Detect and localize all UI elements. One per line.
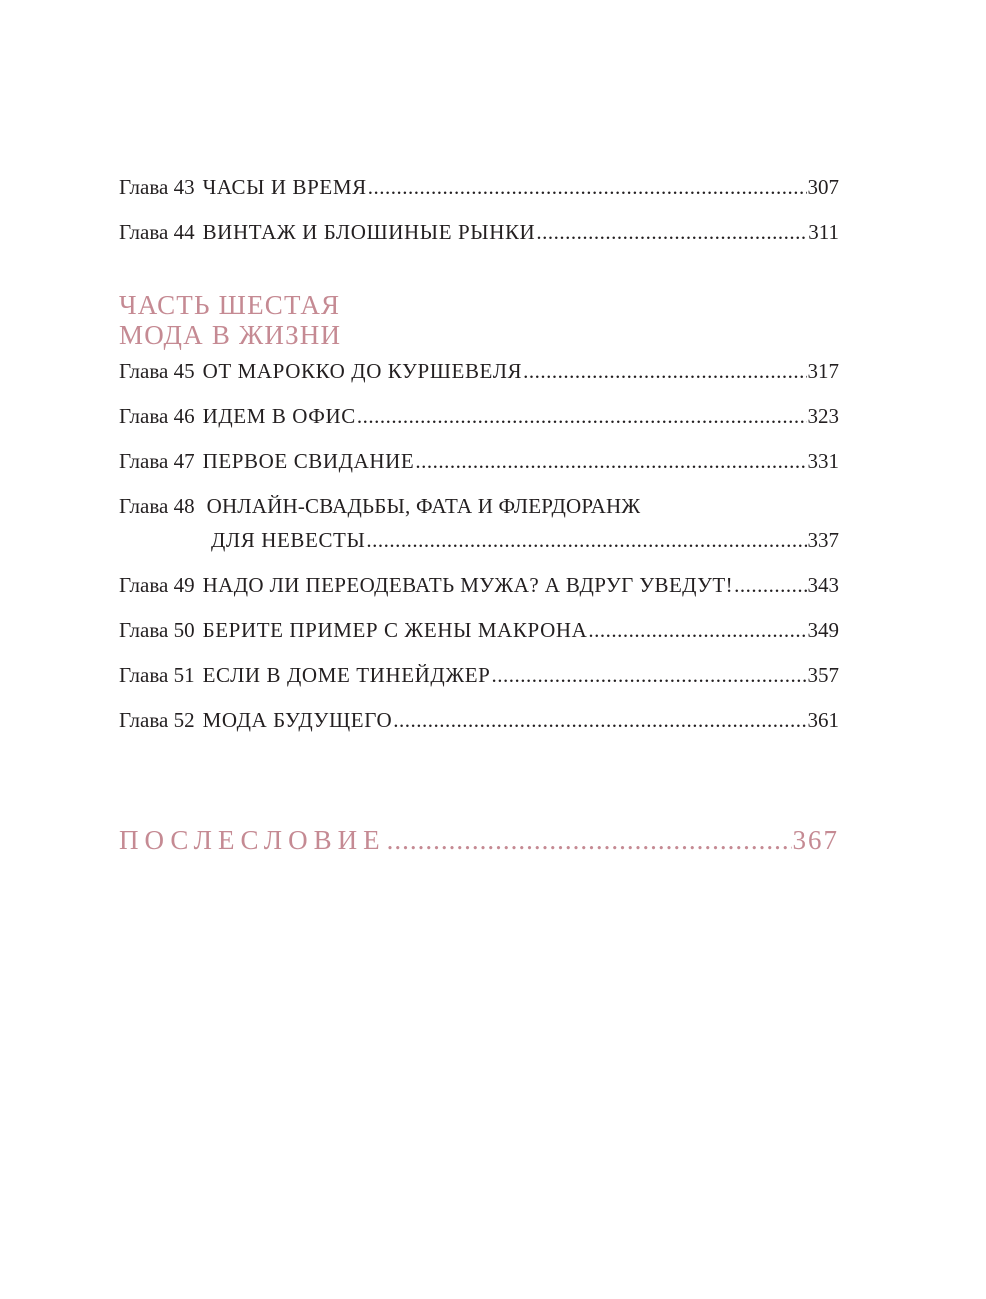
chapter-number: Глава 44: [119, 220, 195, 244]
part-heading-line-2: МОДА В ЖИЗНИ: [119, 320, 342, 350]
chapter-number: Глава 51: [119, 663, 195, 687]
page-number: 357: [807, 663, 839, 687]
dot-leader: [368, 172, 807, 202]
toc-entry-chapter-47[interactable]: [119, 446, 839, 476]
toc-entry-chapter-46[interactable]: [119, 401, 839, 431]
toc-entry-chapter-52[interactable]: [119, 705, 839, 735]
page-number: 361: [807, 708, 839, 732]
dot-leader: [415, 446, 806, 476]
afterword-title: ПОСЛЕСЛОВИЕ: [119, 825, 386, 855]
afterword-page-number: 367: [792, 825, 839, 855]
chapter-number: Глава 43: [119, 175, 195, 199]
chapter-title: БЕРИТЕ ПРИМЕР С ЖЕНЫ МАКРОНА: [202, 618, 588, 642]
dot-leader: [491, 660, 806, 690]
chapter-number: Глава 52: [119, 708, 195, 732]
toc-entry-chapter-45[interactable]: [119, 356, 839, 386]
page-number: 331: [807, 449, 839, 473]
dot-leader: [734, 570, 806, 600]
chapter-title: ОТ МАРОККО ДО КУРШЕВЕЛЯ: [202, 359, 523, 383]
page-number: 349: [807, 618, 839, 642]
chapter-number: Глава 45: [119, 359, 195, 383]
chapter-title: ВИНТАЖ И БЛОШИНЫЕ РЫНКИ: [202, 220, 536, 244]
dot-leader: [536, 217, 807, 247]
dot-leader: [357, 401, 807, 431]
page-number: 311: [808, 220, 839, 244]
chapter-number: Глава 46: [119, 404, 195, 428]
chapter-number: Глава 48: [119, 494, 195, 518]
chapter-title: МОДА БУДУЩЕГО: [202, 708, 393, 732]
dot-leader: [393, 705, 806, 735]
chapter-number: Глава 47: [119, 449, 195, 473]
page-number: 337: [807, 528, 839, 552]
chapter-title-line-2: ДЛЯ НЕВЕСТЫ: [211, 528, 366, 552]
part-heading-line-1: ЧАСТЬ ШЕСТАЯ: [119, 290, 341, 320]
toc-entry-chapter-51[interactable]: [119, 660, 839, 690]
chapter-title: ЕСЛИ В ДОМЕ ТИНЕЙДЖЕР: [202, 663, 491, 687]
page-number: 307: [807, 175, 839, 199]
toc-entry-chapter-49[interactable]: [119, 570, 839, 600]
toc-entry-chapter-44[interactable]: [119, 217, 839, 247]
toc-entry-afterword[interactable]: [119, 820, 839, 860]
toc-entry-chapter-50[interactable]: [119, 615, 839, 645]
page-number: 323: [807, 404, 839, 428]
dot-leader: [588, 615, 806, 645]
chapter-title: ЧАСЫ И ВРЕМЯ: [202, 175, 367, 199]
toc-entry-chapter-48[interactable]: [119, 491, 839, 521]
page-number: 317: [807, 359, 839, 383]
chapter-title: ПЕРВОЕ СВИДАНИЕ: [202, 449, 415, 473]
dot-leader: [523, 356, 806, 386]
chapter-number: Глава 49: [119, 573, 195, 597]
dot-leader: [387, 820, 792, 860]
chapter-title-line-1: ОНЛАЙН-СВАДЬБЫ, ФАТА И ФЛЕРДОРАНЖ: [206, 494, 641, 518]
toc-entry-chapter-43[interactable]: [119, 172, 839, 202]
chapter-number: Глава 50: [119, 618, 195, 642]
chapter-title: ИДЕМ В ОФИС: [202, 404, 356, 428]
toc-entry-chapter-48-continued[interactable]: [119, 525, 839, 555]
page-number: 343: [807, 573, 839, 597]
chapter-title: НАДО ЛИ ПЕРЕОДЕВАТЬ МУЖА? А ВДРУГ УВЕДУТ!: [202, 573, 734, 597]
dot-leader: [366, 525, 806, 555]
